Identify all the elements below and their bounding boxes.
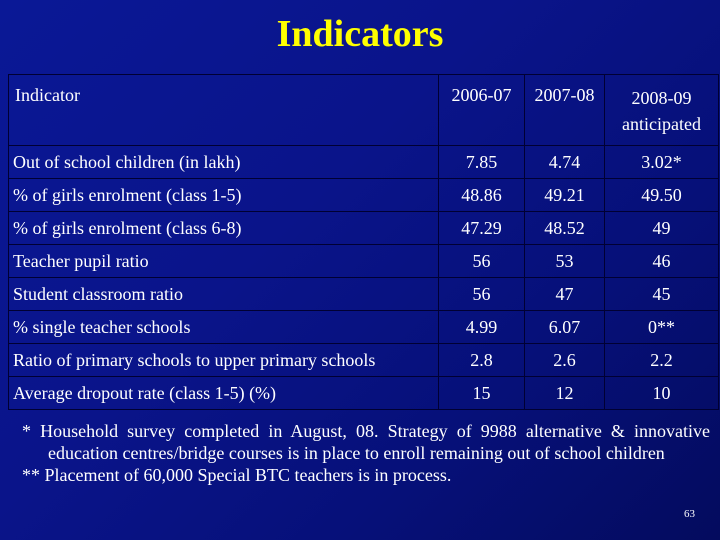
table-row xyxy=(9,278,719,311)
row-label: % of girls enrolment (class 1-5) xyxy=(9,179,439,212)
value-2007-08: 12 xyxy=(525,377,605,410)
indicators-table xyxy=(8,74,719,410)
table-row xyxy=(9,179,719,212)
value-2006-07: 7.85 xyxy=(439,146,525,179)
value-2008-09: 3.02* xyxy=(605,146,719,179)
table-row xyxy=(9,311,719,344)
row-label: Out of school children (in lakh) xyxy=(9,146,439,179)
value-2008-09: 49.50 xyxy=(605,179,719,212)
value-2007-08: 53 xyxy=(525,245,605,278)
value-2006-07: 56 xyxy=(439,278,525,311)
value-2006-07: 15 xyxy=(439,377,525,410)
value-2007-08: 6.07 xyxy=(525,311,605,344)
page-number: 63 xyxy=(684,508,695,520)
header-2008-09 xyxy=(605,75,719,146)
value-2006-07: 2.8 xyxy=(439,344,525,377)
row-label: Average dropout rate (class 1-5) (%) xyxy=(9,377,439,410)
value-2006-07: 4.99 xyxy=(439,311,525,344)
value-2007-08: 47 xyxy=(525,278,605,311)
value-2006-07: 48.86 xyxy=(439,179,525,212)
value-2008-09: 45 xyxy=(605,278,719,311)
header-2008-09-note: anticipated xyxy=(622,114,701,134)
value-2008-09: 0** xyxy=(605,311,719,344)
value-2007-08: 2.6 xyxy=(525,344,605,377)
table-row xyxy=(9,344,719,377)
header-indicator: Indicator xyxy=(9,75,439,146)
value-2006-07: 47.29 xyxy=(439,212,525,245)
row-label: Ratio of primary schools to upper primary schools xyxy=(9,344,439,377)
header-2008-09-year: 2008-09 xyxy=(631,88,692,108)
header-2007-08: 2007-08 xyxy=(525,75,605,146)
value-2008-09: 10 xyxy=(605,377,719,410)
table-row xyxy=(9,212,719,245)
table-header-row xyxy=(9,75,719,146)
table-row xyxy=(9,377,719,410)
footnote-household-survey: * Household survey completed in August, 08. Strategy of 9988 alternative & innovative education centres/bridge courses is in place to enroll remaining out of school children xyxy=(22,421,710,463)
value-2008-09: 46 xyxy=(605,245,719,278)
footnotes xyxy=(22,420,710,486)
row-label: Student classroom ratio xyxy=(9,278,439,311)
value-2008-09: 2.2 xyxy=(605,344,719,377)
row-label: % single teacher schools xyxy=(9,311,439,344)
slide-title: Indicators xyxy=(276,13,444,55)
value-2007-08: 4.74 xyxy=(525,146,605,179)
table-row xyxy=(9,245,719,278)
row-label: % of girls enrolment (class 6-8) xyxy=(9,212,439,245)
value-2006-07: 56 xyxy=(439,245,525,278)
value-2007-08: 49.21 xyxy=(525,179,605,212)
table-row xyxy=(9,146,719,179)
header-2006-07: 2006-07 xyxy=(439,75,525,146)
value-2008-09: 49 xyxy=(605,212,719,245)
value-2007-08: 48.52 xyxy=(525,212,605,245)
row-label: Teacher pupil ratio xyxy=(9,245,439,278)
footnote-btc-teachers: ** Placement of 60,000 Special BTC teachers is in process. xyxy=(22,465,452,485)
